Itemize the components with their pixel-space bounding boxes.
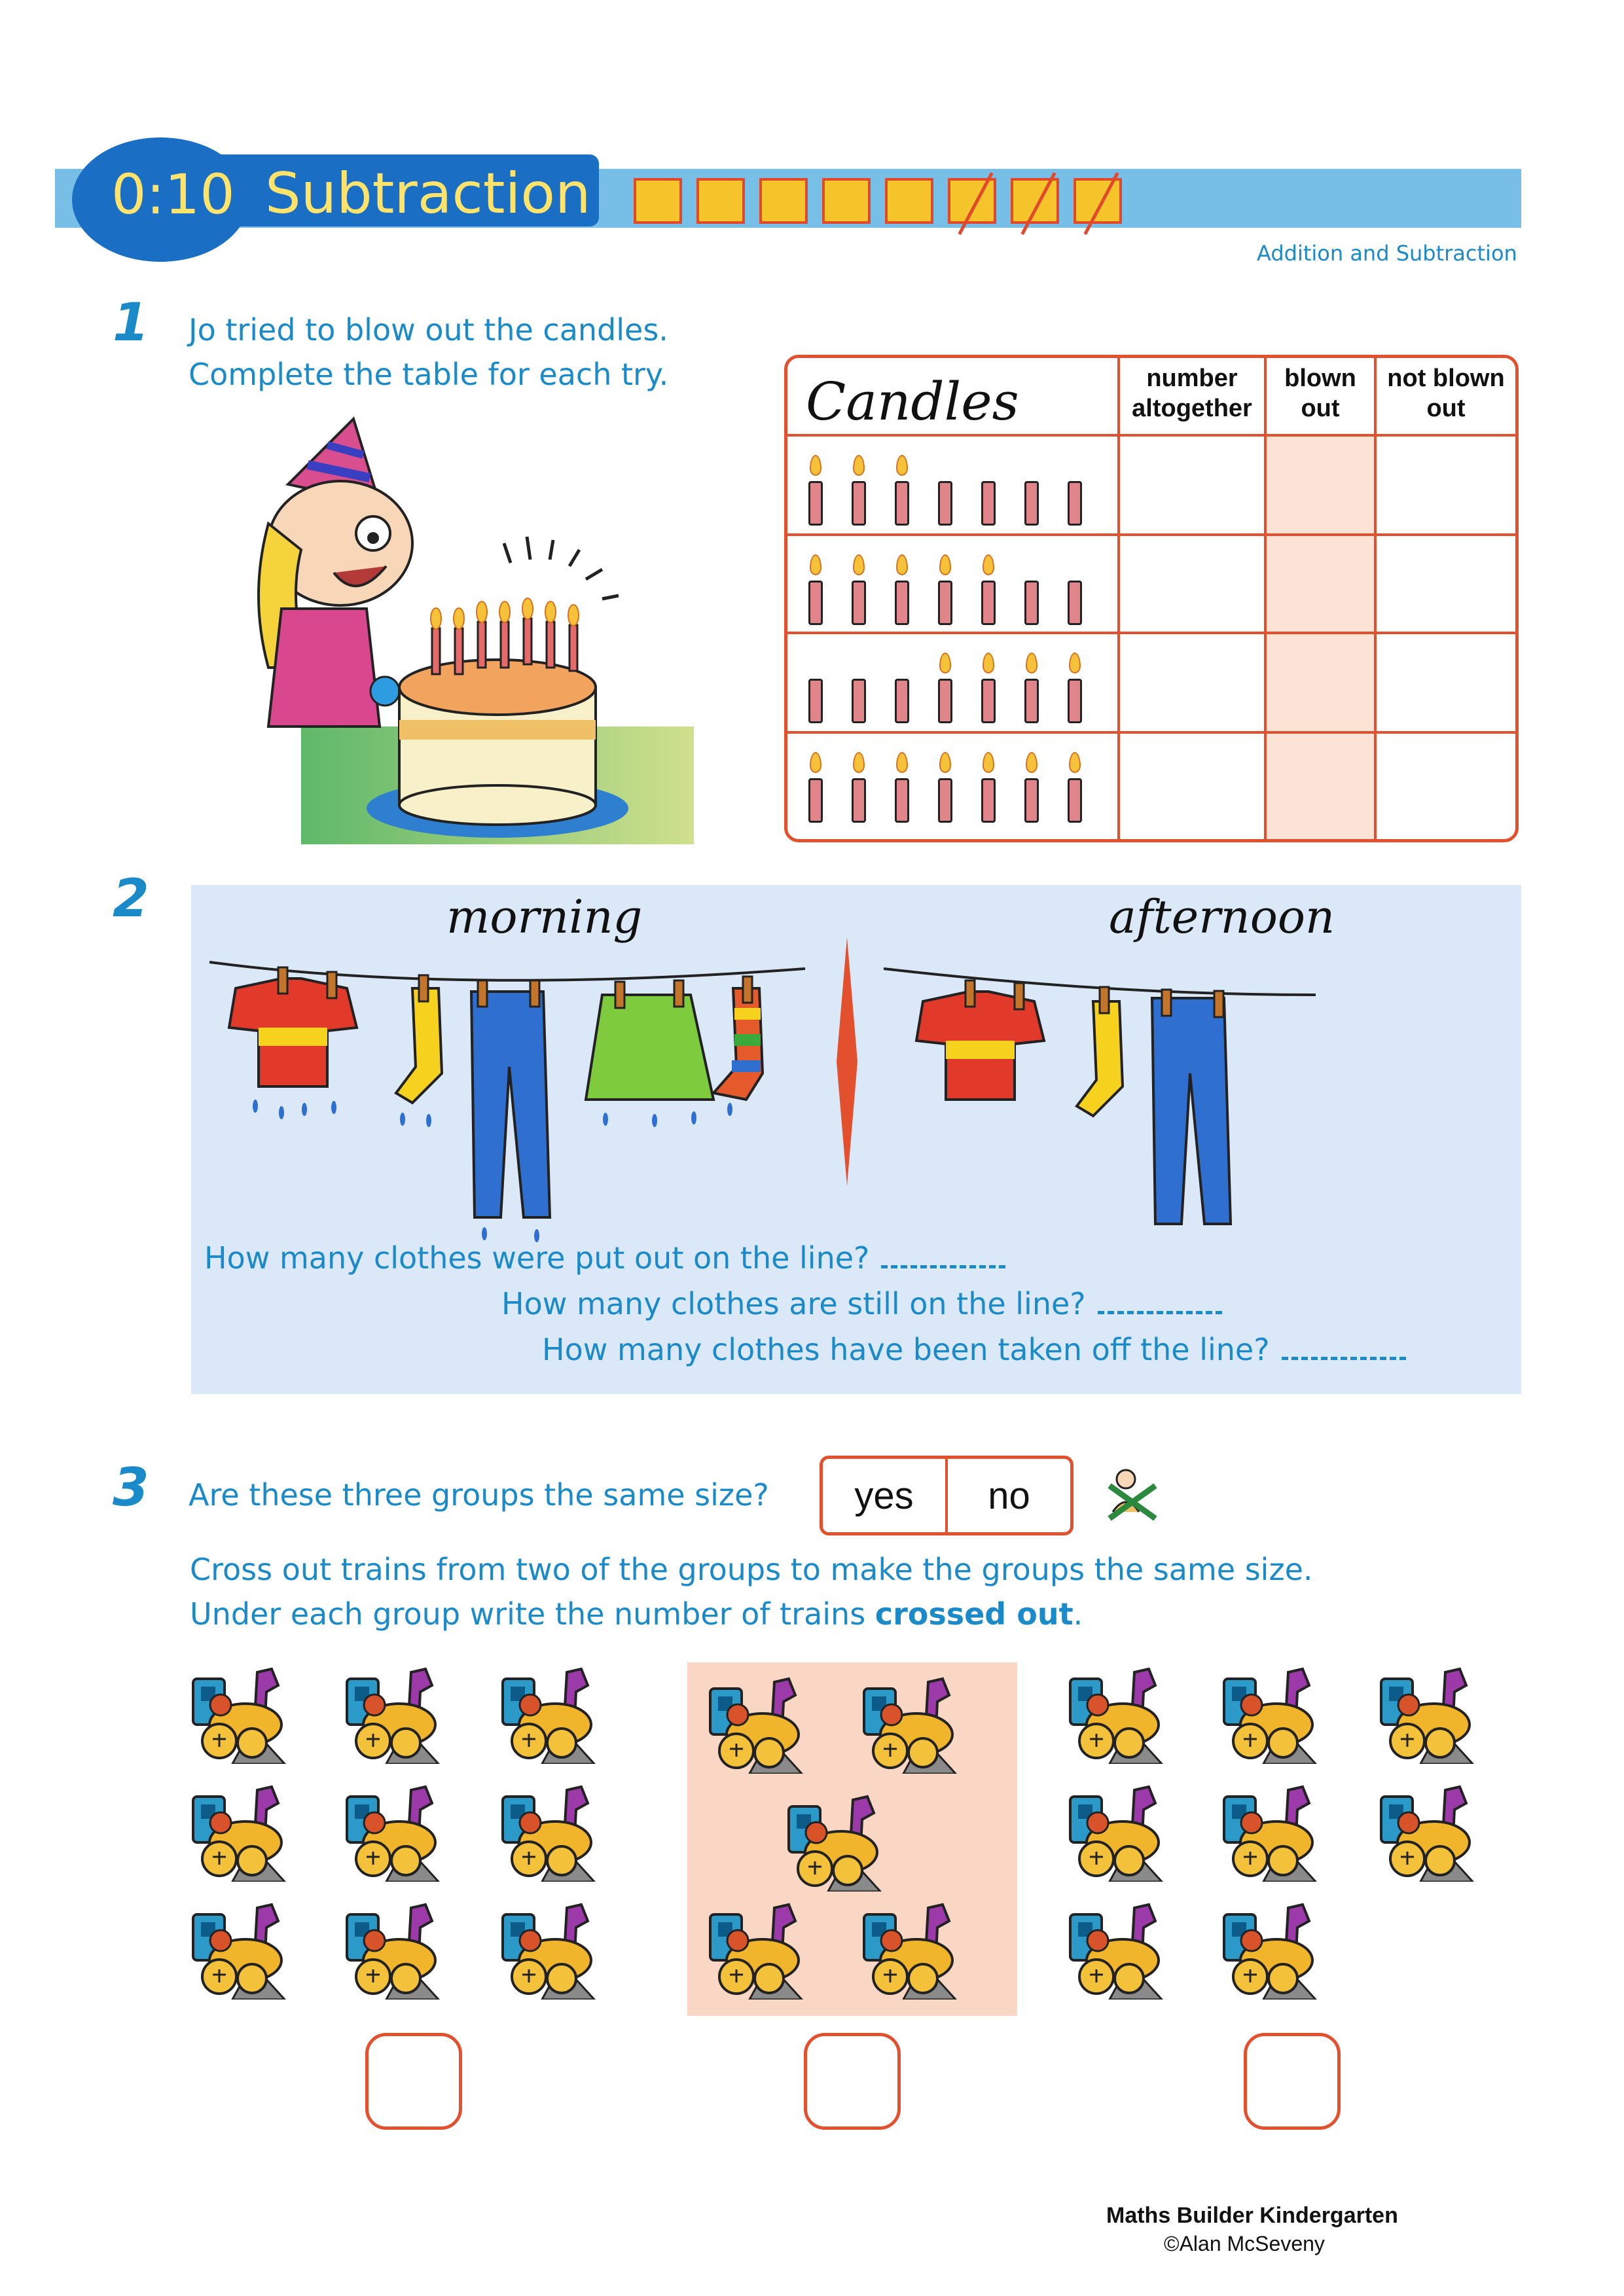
table-title: Candles bbox=[806, 371, 1019, 432]
morning-label: morning bbox=[446, 890, 643, 944]
flame-icon bbox=[1069, 653, 1081, 673]
progress-box-slashed[interactable] bbox=[948, 178, 996, 224]
q3-instruction2-start: Under each group write the number of trains bbox=[190, 1596, 875, 1632]
train-icon[interactable] bbox=[1064, 1666, 1168, 1764]
answer-cell-blown-row4[interactable] bbox=[1267, 734, 1374, 838]
flame-icon bbox=[810, 752, 821, 773]
candle-icon bbox=[895, 581, 909, 625]
progress-box-slashed[interactable] bbox=[1074, 178, 1122, 224]
answer-cell-blown-row2[interactable] bbox=[1267, 536, 1374, 632]
flame-icon bbox=[983, 653, 994, 673]
train-icon[interactable] bbox=[1218, 1901, 1322, 2000]
shirt-icon bbox=[229, 978, 357, 1086]
header-not-blown-out: not blown out bbox=[1387, 365, 1505, 422]
flame-icon bbox=[853, 554, 865, 575]
candle-icon bbox=[852, 481, 866, 526]
train-icon[interactable] bbox=[704, 1901, 808, 2000]
flame-icon bbox=[896, 554, 908, 575]
candle-icon bbox=[981, 778, 996, 823]
q2-question1-text: How many clothes were put out on the line? bbox=[204, 1240, 870, 1276]
candle-icon bbox=[808, 481, 823, 526]
q1-text bbox=[189, 308, 668, 397]
progress-box[interactable] bbox=[696, 178, 745, 224]
answer-cell-altogether-row1[interactable] bbox=[1120, 437, 1264, 533]
footer-book: Maths Builder Kindergarten bbox=[1106, 2203, 1398, 2228]
yes-option[interactable]: yes bbox=[823, 1459, 948, 1532]
train-icon[interactable] bbox=[1218, 1666, 1322, 1764]
candle-icon bbox=[808, 581, 823, 625]
flame-icon bbox=[810, 455, 821, 476]
shirt-icon bbox=[916, 992, 1044, 1100]
flame-icon bbox=[853, 752, 865, 773]
answer-box-group-1[interactable] bbox=[365, 2033, 462, 2130]
q2-question3-text: How many clothes have been taken off the line? bbox=[542, 1332, 1270, 1367]
flame-icon bbox=[896, 752, 908, 773]
train-icon[interactable] bbox=[782, 1793, 887, 1892]
train-icon[interactable] bbox=[496, 1784, 601, 1882]
candle-icon bbox=[1024, 679, 1039, 723]
train-icon[interactable] bbox=[704, 1676, 808, 1774]
candle-icon bbox=[895, 481, 909, 526]
answer-blank-2[interactable] bbox=[1098, 1305, 1222, 1314]
trousers-icon bbox=[1152, 998, 1231, 1224]
train-icon[interactable] bbox=[187, 1666, 291, 1764]
answer-cell-not-blown-row1[interactable] bbox=[1377, 437, 1515, 533]
candles-table bbox=[784, 355, 1519, 842]
train-icon[interactable] bbox=[187, 1784, 291, 1882]
answer-cell-altogether-row4[interactable] bbox=[1120, 734, 1264, 838]
header-number-altogether: number altogether bbox=[1132, 365, 1252, 422]
train-icon[interactable] bbox=[857, 1676, 962, 1774]
answer-blank-1[interactable] bbox=[881, 1259, 1005, 1268]
flame-icon bbox=[1069, 752, 1081, 773]
sock-icon bbox=[1077, 1001, 1123, 1116]
answer-blank-3[interactable] bbox=[1282, 1351, 1406, 1360]
section-subtitle: Addition and Subtraction bbox=[1257, 241, 1517, 266]
answer-cell-altogether-row2[interactable] bbox=[1120, 536, 1264, 632]
candle-icon bbox=[981, 679, 996, 723]
train-icon[interactable] bbox=[496, 1901, 601, 2000]
flame-icon bbox=[1026, 752, 1038, 773]
trousers-icon bbox=[471, 992, 550, 1217]
candle-icon bbox=[895, 679, 909, 723]
answer-cell-blown-row1[interactable] bbox=[1267, 437, 1374, 533]
candle-icon bbox=[852, 778, 866, 823]
q3-instruction2-bold: crossed out bbox=[875, 1596, 1074, 1632]
train-icon[interactable] bbox=[340, 1901, 445, 2000]
flame-icon bbox=[1026, 653, 1038, 673]
candle-icon bbox=[1024, 778, 1039, 823]
q1-line1: Jo tried to blow out the candles. bbox=[189, 312, 668, 348]
q3-instructions bbox=[190, 1547, 1313, 1636]
flame-icon bbox=[896, 455, 908, 476]
train-icon[interactable] bbox=[1218, 1784, 1322, 1882]
candle-icon bbox=[938, 481, 952, 526]
flame-icon bbox=[983, 554, 994, 575]
train-icon[interactable] bbox=[1375, 1784, 1479, 1882]
train-icon[interactable] bbox=[340, 1666, 445, 1764]
q3-question: Are these three groups the same size? bbox=[189, 1477, 769, 1513]
answer-cell-blown-row3[interactable] bbox=[1267, 634, 1374, 731]
answer-box-group-3[interactable] bbox=[1244, 2033, 1341, 2130]
candle-icon bbox=[808, 778, 823, 823]
q1-line2: Complete the table for each try. bbox=[189, 357, 669, 392]
candle-icon bbox=[1068, 481, 1082, 526]
answer-cell-not-blown-row4[interactable] bbox=[1377, 734, 1515, 838]
flame-icon bbox=[939, 554, 951, 575]
progress-boxes bbox=[634, 178, 1122, 224]
progress-box-slashed[interactable] bbox=[1011, 178, 1059, 224]
candle-icon bbox=[938, 679, 952, 723]
train-icon[interactable] bbox=[496, 1666, 601, 1764]
footer-copyright: ©Alan McSeveny bbox=[1164, 2232, 1325, 2255]
candle-icon bbox=[1068, 778, 1082, 823]
train-icon[interactable] bbox=[340, 1784, 445, 1882]
girl-cake-illustration bbox=[223, 393, 694, 844]
train-icon[interactable] bbox=[1375, 1666, 1479, 1764]
answer-cell-not-blown-row2[interactable] bbox=[1377, 536, 1515, 632]
train-icon[interactable] bbox=[857, 1901, 962, 2000]
flame-icon bbox=[983, 752, 994, 773]
header-blown-out: blown out bbox=[1284, 365, 1356, 422]
candle-icon bbox=[938, 581, 952, 625]
clothesline-illustration bbox=[196, 942, 1519, 1250]
skirt-icon bbox=[586, 995, 713, 1100]
candle-icon bbox=[1024, 581, 1039, 625]
afternoon-label: afternoon bbox=[1109, 890, 1335, 944]
q2-question1 bbox=[204, 1236, 1005, 1280]
flame-icon bbox=[810, 554, 821, 575]
cross-out-icon bbox=[1100, 1460, 1165, 1525]
candle-icon bbox=[1068, 581, 1082, 625]
progress-box[interactable] bbox=[822, 178, 871, 224]
train-icon[interactable] bbox=[1064, 1901, 1168, 2000]
page-title: Subtraction bbox=[265, 161, 591, 226]
q3-instruction2-end: . bbox=[1073, 1596, 1083, 1632]
candle-icon bbox=[852, 679, 866, 723]
striped-sock-icon bbox=[713, 988, 763, 1100]
sock-icon bbox=[396, 988, 442, 1103]
q3-instruction2 bbox=[190, 1592, 1313, 1636]
question-number-3: 3 bbox=[113, 1457, 149, 1518]
candle-icon bbox=[938, 778, 952, 823]
yes-no-choice bbox=[820, 1456, 1074, 1535]
candle-icon bbox=[895, 778, 909, 823]
progress-box[interactable] bbox=[885, 178, 933, 224]
answer-box-group-2[interactable] bbox=[804, 2033, 901, 2130]
flame-icon bbox=[939, 752, 951, 773]
answer-cell-altogether-row3[interactable] bbox=[1120, 634, 1264, 731]
candle-icon bbox=[981, 581, 996, 625]
flame-icon bbox=[939, 653, 951, 673]
question-number-1: 1 bbox=[113, 292, 149, 353]
question-number-2: 2 bbox=[113, 868, 149, 929]
q3-instruction1: Cross out trains from two of the groups to make the groups the same size. bbox=[190, 1552, 1313, 1587]
lesson-code: 0:10 bbox=[111, 162, 235, 226]
progress-box[interactable] bbox=[634, 178, 682, 224]
answer-cell-not-blown-row3[interactable] bbox=[1377, 634, 1515, 731]
q2-question2 bbox=[501, 1282, 1222, 1326]
candle-icon bbox=[808, 679, 823, 723]
flame-icon bbox=[853, 455, 865, 476]
q2-question2-text: How many clothes are still on the line? bbox=[501, 1286, 1086, 1321]
no-option[interactable]: no bbox=[988, 1474, 1030, 1517]
progress-box[interactable] bbox=[759, 178, 808, 224]
candle-icon bbox=[852, 581, 866, 625]
candle-icon bbox=[981, 481, 996, 526]
train-icon[interactable] bbox=[1064, 1784, 1168, 1882]
candle-icon bbox=[1024, 481, 1039, 526]
q2-question3 bbox=[542, 1327, 1406, 1372]
candle-icon bbox=[1068, 679, 1082, 723]
train-icon[interactable] bbox=[187, 1901, 291, 2000]
